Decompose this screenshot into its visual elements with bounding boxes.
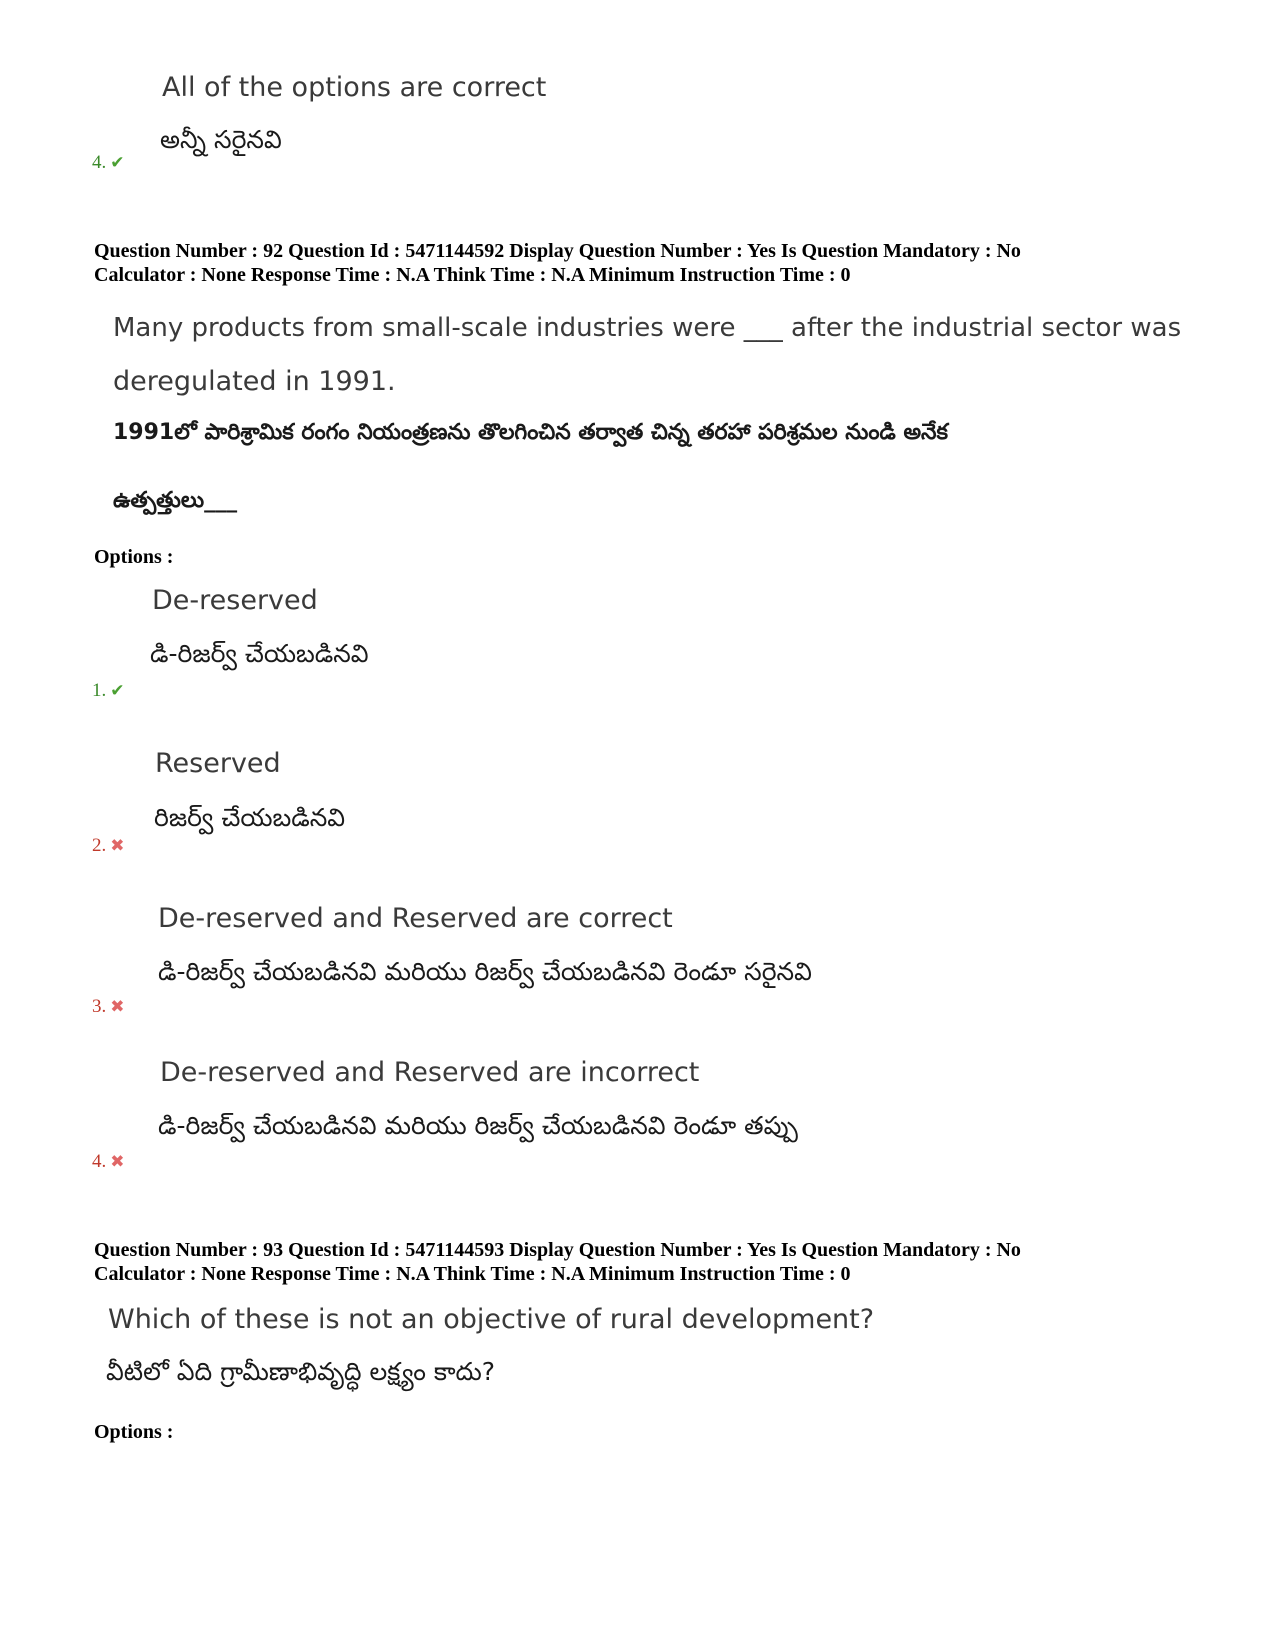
q92-option-1-marker <box>92 680 125 702</box>
q92-question-en-line-2: deregulated in 1991. <box>113 366 396 397</box>
q93-meta-line-1: Question Number : 93 Question Id : 5471144593 Display Question Number : Yes Is Question Mandatory : No <box>94 1239 1021 1261</box>
q92-option-4-marker <box>92 1151 125 1173</box>
q92-option-3-text-te: డి-రిజర్వ్ చేయబడినవి మరియు రిజర్వ్ చేయబడినవి రెండూ సరైనవి <box>158 957 812 986</box>
prev-option-4-text-en: All of the options are correct <box>162 72 547 103</box>
q92-option-3-text-en: De-reserved and Reserved are correct <box>158 903 673 934</box>
option-number: 4. <box>92 1151 107 1172</box>
q92-option-1-text-te: డి-రిజర్వ్ చేయబడినవి <box>150 639 369 668</box>
cross-icon: ✖ <box>110 836 125 856</box>
check-icon: ✔ <box>110 681 125 701</box>
q93-meta-line-2: Calculator : None Response Time : N.A Think Time : N.A Minimum Instruction Time : 0 <box>94 1263 851 1285</box>
option-number: 1. <box>92 680 107 701</box>
q93-question-te: వీటిలో ఏది గ్రామీణాభివృద్ధి లక్ష్యం కాదు? <box>106 1357 496 1386</box>
cross-icon: ✖ <box>110 997 125 1017</box>
check-icon: ✔ <box>110 153 125 173</box>
option-number: 3. <box>92 996 107 1017</box>
option-number: 2. <box>92 835 107 856</box>
q92-option-2-text-en: Reserved <box>155 748 281 779</box>
q92-option-2-marker <box>92 835 125 857</box>
q92-question-en-line-1: Many products from small-scale industries were ___ after the industrial sector was <box>113 313 1182 343</box>
cross-icon: ✖ <box>110 1152 125 1172</box>
q92-option-4-text-en: De-reserved and Reserved are incorrect <box>160 1057 700 1088</box>
q92-question-te-line-2: ఉత్పత్తులు___ <box>113 488 238 513</box>
prev-option-4-text-te: అన్నీ సరైనవి <box>160 125 282 154</box>
q92-options-label: Options : <box>94 546 174 568</box>
q92-option-4-text-te: డి-రిజర్వ్ చేయబడినవి మరియు రిజర్వ్ చేయబడినవి రెండూ తప్పు <box>158 1111 798 1140</box>
q92-question-te-line-1: 1991లో పారిశ్రామిక రంగం నియంత్రణను తొలగించిన తర్వాత చిన్న తరహా పరిశ్రమల నుండి అనేక <box>113 420 948 445</box>
q92-option-3-marker <box>92 996 125 1018</box>
q93-options-label: Options : <box>94 1421 174 1443</box>
q92-option-1-text-en: De-reserved <box>152 585 318 616</box>
option-number: 4. <box>92 152 107 173</box>
q92-option-2-text-te: రిజర్వ్ చేయబడినవి <box>154 803 346 832</box>
prev-option-4-marker <box>92 152 125 174</box>
q92-meta-line-2: Calculator : None Response Time : N.A Think Time : N.A Minimum Instruction Time : 0 <box>94 264 851 286</box>
q93-question-en: Which of these is not an objective of rural development? <box>108 1304 875 1335</box>
q92-meta-line-1: Question Number : 92 Question Id : 5471144592 Display Question Number : Yes Is Question Mandatory : No <box>94 240 1021 262</box>
